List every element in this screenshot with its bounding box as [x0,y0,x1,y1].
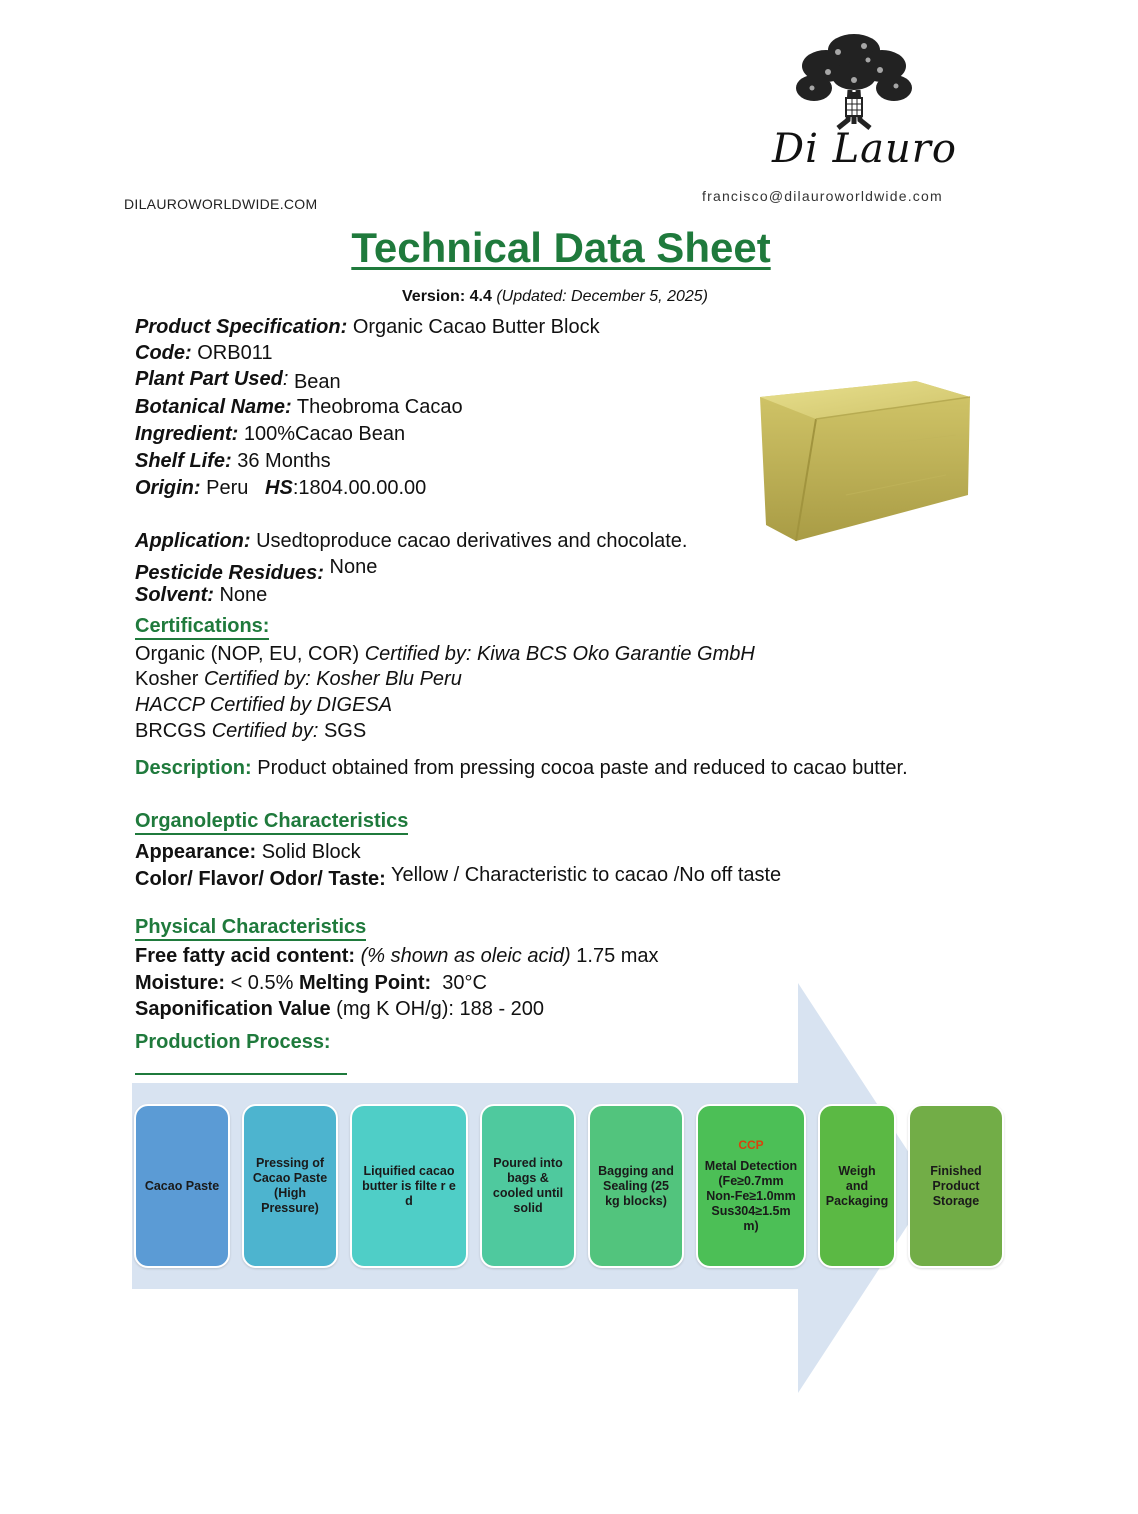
description: Description: Product obtained from pressing cocoa paste and reduced to cacao butter. [135,757,908,779]
moisture-melting: Moisture: < 0.5% Melting Point: 30°C [135,972,487,994]
process-step-pressing: Pressing of Cacao Paste (High Pressure) [242,1104,338,1268]
ingredient: Ingredient: 100%Cacao Bean [135,423,406,445]
application: Application: Usedtoproduce cacao derivatives and chocolate. [135,530,688,552]
version-line: Version: 4.4 (Updated: December 5, 2025) [402,288,708,305]
process-step-storage: Finished Product Storage [908,1104,1004,1268]
cert-organic: Organic (NOP, EU, COR) Certified by: Kiwa BCS Oko Garantie GmbH [135,643,755,665]
process-step-weigh-packaging: Weigh and Packaging [818,1104,896,1268]
botanical-name: Botanical Name: Theobroma Cacao [135,396,463,418]
process-step-metal-detection: CCP Metal Detection (Fe≥0.7mm Non-Fe≥1.0mm Sus304≥1.5m m) [696,1104,806,1268]
color-flavor-odor-taste: Color/ Flavor/ Odor/ Taste: Yellow / Characteristic to cacao /No off taste [135,864,782,890]
process-step-bagging: Bagging and Sealing (25 kg blocks) [588,1104,684,1268]
process-step-cacao-paste: Cacao Paste [134,1104,230,1268]
saponification-value: Saponification Value (mg K OH/g): 188 - 200 [135,998,545,1020]
product-code: Code: ORB011 [135,342,273,364]
physical-heading: Physical Characteristics [135,916,366,939]
cert-brcgs: BRCGS Certified by: SGS [135,720,367,742]
page-title: Technical Data Sheet [351,224,771,271]
cacao-butter-block-image [756,375,974,545]
certifications-heading: Certifications: [135,615,269,638]
cert-haccp: HACCP Certified by DIGESA [135,694,393,716]
contact-email[interactable]: francisco@dilauroworldwide.com [702,188,943,204]
solvent: Solvent: None [135,584,268,606]
free-fatty-acid: Free fatty acid content: (% shown as oleic acid) 1.75 max [135,945,659,967]
cert-kosher: Kosher Certified by: Kosher Blu Peru [135,668,462,690]
process-step-cooling: Poured into bags & cooled until solid [480,1104,576,1268]
brand-wordmark: Di Lauro [772,126,957,172]
website-link[interactable]: DILAUROWORLDWIDE.COM [124,196,318,212]
plant-part-used: Plant Part Used: Bean [135,368,341,393]
origin-hs: Origin: Peru HS:1804.00.00.00 [135,477,427,499]
product-specification: Product Specification: Organic Cacao Butter Block [135,316,600,338]
heading-rule [135,1073,347,1075]
process-step-filtering: Liquified cacao butter is filte r e d [350,1104,468,1268]
organoleptic-heading: Organoleptic Characteristics [135,810,408,833]
appearance: Appearance: Solid Block [135,841,361,863]
production-process-heading: Production Process: [135,1031,331,1053]
shelf-life: Shelf Life: 36 Months [135,450,331,472]
pesticide-residues: Pesticide Residues: None [135,556,378,584]
